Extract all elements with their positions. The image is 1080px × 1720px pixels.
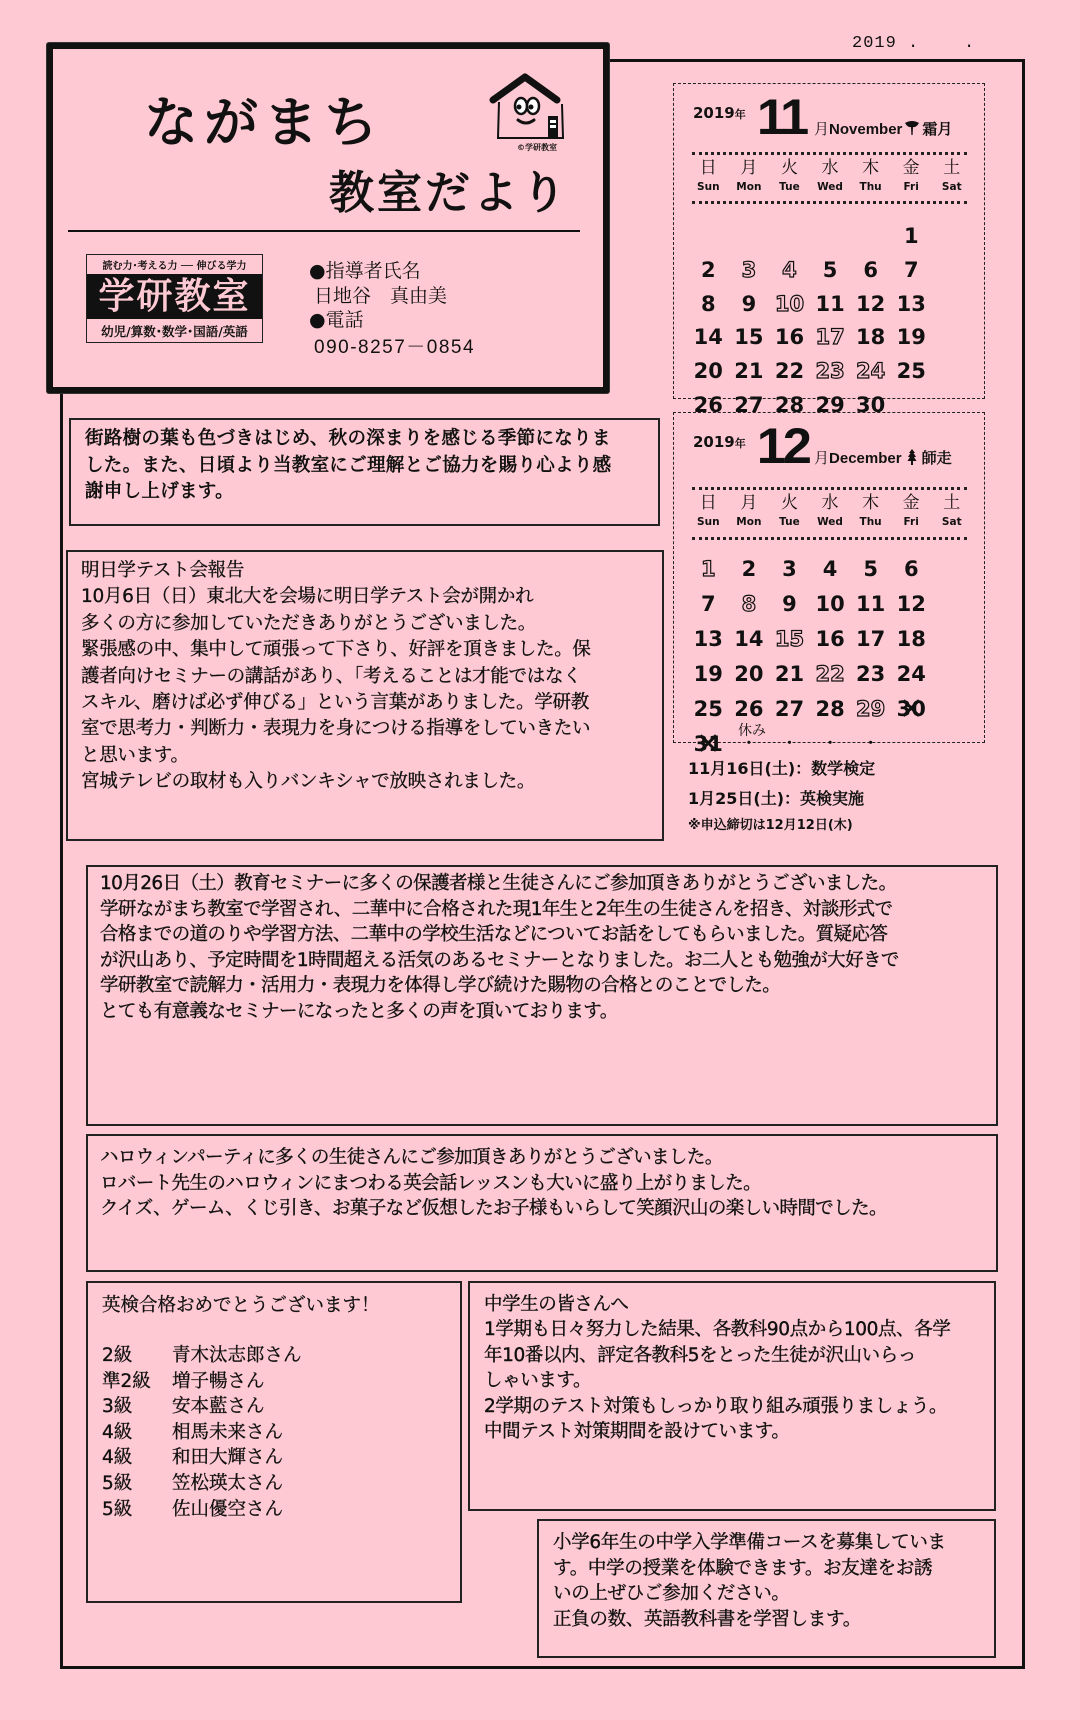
calendar-day: 5: [822, 257, 838, 282]
calendar-day: 27: [774, 697, 805, 721]
junior-high-message-box: [468, 1281, 996, 1511]
grade: 4級: [102, 1447, 133, 1469]
calendar-day: 20: [734, 662, 764, 686]
weekday-en: Thu: [859, 181, 882, 193]
calendar-day: 12: [896, 592, 926, 616]
masthead-divider: [68, 230, 580, 232]
weekday-en: Sat: [941, 181, 962, 193]
calendar-day: 28: [815, 697, 845, 721]
phone-label: ●電話: [309, 309, 364, 331]
weekday-jp: 火: [780, 158, 798, 178]
month-english: November: [829, 121, 903, 138]
calendar-day: 15: [734, 325, 764, 350]
calendar-day: 19: [896, 325, 926, 350]
seminar-report-box: [86, 865, 998, 1126]
calendar-day: 24: [856, 359, 886, 384]
phone-number: 090-8257－0854: [314, 337, 476, 358]
year-suffix: 年: [734, 108, 746, 121]
calendar-day: 5: [863, 557, 878, 581]
calendar-day: 21: [774, 662, 805, 686]
dotted-divider: [692, 152, 967, 155]
newsletter-title: ながまち: [144, 91, 384, 154]
calendar-day: 17: [815, 325, 845, 350]
junior-high-message-text: 中学生の皆さんへ 1学期も日々努力した結果、各教科90点から100点、各学 年10番以内、評定各教科5をとった生徒が沢山いらっ しゃいます。 2学期のテスト対策もしっかり取り組み頑張りましょう。 中間テスト対策期間を設けています。: [484, 1294, 951, 1443]
calendar-day: 29: [815, 392, 845, 417]
calendar-day: 4: [822, 557, 838, 581]
grade: 5級: [102, 1498, 133, 1520]
weekday-en: Thu: [859, 516, 882, 528]
weekday-en: Tue: [779, 516, 800, 528]
calendar-day: 26: [693, 392, 723, 417]
weekday-header-en: [688, 180, 972, 194]
weekday-jp: 土: [943, 158, 961, 178]
eiken-list: [102, 1343, 460, 1522]
student-name: 相馬未来さん: [172, 1421, 284, 1443]
weekday-jp: 木: [862, 158, 880, 178]
weekday-en: Fri: [903, 516, 919, 528]
student-name: 増子暢さん: [172, 1370, 265, 1392]
dotted-divider: [692, 201, 967, 204]
calendar-day: 4: [782, 257, 797, 282]
test-report-box: [66, 550, 664, 841]
calendar-day-empty: [769, 220, 810, 254]
calendar-year: [693, 104, 746, 122]
calendar-day: 3: [741, 257, 757, 282]
weekday-jp: 月: [740, 493, 758, 513]
weekday-en: Sun: [697, 516, 720, 528]
weekday-jp: 水: [821, 158, 839, 178]
weekday-jp: 日: [699, 158, 717, 178]
month-traditional: 師走: [921, 449, 952, 467]
calendar-day: 10: [774, 291, 805, 316]
student-name: 和田大輝さん: [172, 1447, 284, 1469]
month-suffix: 月: [814, 449, 830, 467]
calendar-day: 2: [741, 557, 757, 581]
logo-subjects: 幼児/算数･数学･国語/英語: [101, 324, 248, 339]
grade: 4級: [102, 1421, 133, 1443]
grade: 3級: [102, 1396, 133, 1418]
calendar-day: 8: [741, 592, 757, 616]
grade: 準2級: [102, 1370, 151, 1392]
calendar-day: 14: [734, 627, 764, 651]
calendar-day: 30 ✕: [891, 692, 932, 727]
calendar-day: 20: [693, 359, 723, 384]
month-number: 11: [756, 89, 807, 145]
calendar-day: 25: [896, 359, 926, 384]
list-item: [102, 1394, 460, 1420]
weekday-en: Sun: [697, 181, 720, 193]
logo-name: 学研教室: [87, 274, 262, 319]
month-name: [814, 118, 952, 139]
calendar-day: 10: [815, 592, 845, 616]
list-item: [102, 1420, 460, 1446]
calendar-day: 9: [741, 291, 757, 316]
calendar-day: 6: [863, 257, 878, 282]
test-report-text: 明日学テスト会報告 10月6日（日）東北大を会場に明日学テスト会が開かれ 多くの方に参加していただきありがとうございました。 緊張感の中、集中して頑張って下さり、好評を頂きました。保 護者向けセミナーの講話があり、「考えることは才能ではなく スキル、磨けば必ず伸びる」という言葉がありました。学研教 室で思考力・判断力・表現力を身につける指導をしていきたい と思います。 宮城テレビの取材も入りバンキシャで放映されました。: [81, 560, 591, 793]
calendar-december: [673, 412, 985, 756]
calendar-day: 21: [734, 359, 764, 384]
calendar-days: [688, 220, 972, 423]
calendar-day: 17: [856, 627, 886, 651]
calendar-day-empty: [688, 220, 729, 254]
student-name: 笠松瑛太さん: [172, 1472, 284, 1494]
newsletter-subtitle: 教室だより: [329, 166, 570, 219]
student-name: 青木汰志郎さん: [172, 1345, 302, 1366]
weekday-jp: 月: [740, 158, 758, 178]
weekday-en: Sat: [941, 516, 962, 528]
prep-course-box: [537, 1519, 996, 1658]
weekday-en: Wed: [817, 181, 843, 193]
weekday-jp: 金: [902, 158, 920, 178]
weekday-jp: 金: [902, 493, 920, 513]
calendar-day: 12: [856, 291, 886, 316]
calendar-day: 22: [774, 359, 805, 384]
calendar-day: 8: [700, 291, 716, 316]
weekday-en: Fri: [903, 181, 919, 193]
weekday-en: Tue: [779, 181, 800, 193]
calendar-november: [673, 83, 985, 417]
weekday-en: Mon: [736, 181, 762, 193]
calendar-year: [693, 433, 746, 451]
calendar-day: 13: [693, 627, 723, 651]
calendar-day: 13: [896, 291, 926, 316]
calendar-day: 31 ✕: [688, 727, 729, 762]
calendar-day: 7: [700, 592, 716, 616]
student-name: 佐山優空さん: [172, 1498, 284, 1520]
calendar-day: 14: [693, 325, 723, 350]
weekday-jp: 水: [821, 493, 839, 513]
calendar-day: 3: [782, 557, 797, 581]
instructor-name: 日地谷 真由美: [314, 285, 448, 307]
deadline-note: ※申込締切は12月12日(木): [688, 818, 853, 833]
calendar-day-empty: [810, 220, 851, 254]
calendar-day: 2: [700, 257, 716, 282]
calendar-day: 22: [815, 662, 845, 686]
instructor-label: ●指導者氏名: [309, 260, 421, 282]
calendar-day: 27: [734, 392, 764, 417]
weekday-en: Mon: [736, 516, 762, 528]
calendar-day: 23: [856, 662, 886, 686]
weekday-header-jp: [688, 493, 972, 513]
grade: 2級: [102, 1345, 133, 1366]
calendar-day: 11: [815, 291, 845, 316]
calendar-day: ・: [863, 736, 878, 752]
weekday-jp: 日: [699, 493, 717, 513]
prep-course-text: 小学6年生の中学入学準備コースを募集していま す。中学の授業を体験できます。お友達をお誘 いの上ぜひご参加ください。 正負の数、英語教科書を学習します。: [553, 1532, 946, 1630]
list-item: [102, 1369, 460, 1395]
dotted-divider: [692, 487, 967, 490]
calendar-day: 18: [896, 627, 926, 651]
year-suffix: 年: [734, 437, 746, 450]
calendar-day: 24: [896, 662, 926, 686]
month-name: [814, 447, 952, 468]
calendar-day: 11: [856, 592, 886, 616]
event-note: 11月16日(土)：数学検定: [688, 759, 876, 778]
eiken-congrats-box: [86, 1281, 462, 1603]
calendar-day: 18: [856, 325, 886, 350]
list-item: [102, 1343, 460, 1369]
calendar-day: 30: [856, 392, 886, 417]
weekday-jp: 木: [862, 493, 880, 513]
halloween-report-box: [86, 1134, 998, 1272]
weekday-jp: 火: [780, 493, 798, 513]
calendar-day: ・: [823, 736, 838, 752]
event-note: 1月25日(土)：英検実施: [688, 789, 865, 808]
calendar-day: 19: [693, 662, 723, 686]
weekday-header-jp: [688, 158, 972, 178]
calendar-day: 29: [856, 697, 886, 721]
logo-tagline: 読む力･考える力 ── 伸びる学力: [102, 261, 247, 272]
calendar-day: 28: [774, 392, 805, 417]
month-english: December: [829, 450, 902, 467]
calendar-day-empty: [850, 220, 891, 254]
calendar-day: 7: [903, 257, 919, 282]
grade: 5級: [102, 1472, 133, 1494]
seminar-report-text: 10月26日（土）教育セミナーに多くの保護者様と生徒さんにご参加頂きありがとうございました。 学研ながまち教室で学習され、二華中に合格された現1年生と2年生の生徒さんを招き、対談形式で 合格までの道のりや学習方法、二華中の学校生活などについてお話をしてもらいました。質疑応答 が沢山あり、予定時間を1時間超える活気のあるセミナーとなりました。お二人とも勉強が大好きで 学研教室で読解力・活用力・表現力を体得し学び続けた賜物の合格とのことでした。 とても有意義なセミナーになったと多くの声を頂いております。: [100, 873, 899, 1022]
month-suffix: 月: [814, 120, 830, 138]
calendar-day: 26: [734, 697, 764, 721]
weekday-jp: 土: [943, 493, 961, 513]
calendar-day: 16: [774, 325, 805, 350]
fir-tree-icon: [904, 449, 920, 465]
issue-date: 2019 . .: [852, 34, 976, 53]
calendar-day: 1: [700, 557, 716, 581]
year-number: 2019: [693, 104, 735, 122]
list-item: [102, 1497, 460, 1523]
calendar-day-empty: [729, 220, 770, 254]
weekday-en: Wed: [817, 516, 843, 528]
dotted-divider: [692, 537, 967, 540]
mascot-copyright: ©学研教室: [517, 143, 557, 152]
calendar-day: 1: [903, 224, 919, 248]
calendar-day: ・: [741, 736, 756, 752]
calendar-day: 9: [782, 592, 797, 616]
month-traditional: 霜月: [922, 120, 953, 138]
calendar-day: ・: [782, 736, 797, 752]
calendar-day: 23: [815, 359, 845, 384]
calendar-day: 25: [693, 697, 723, 721]
list-item: [102, 1445, 460, 1471]
eiken-title: 英検合格おめでとうございます！: [102, 1295, 380, 1316]
month-number: 12: [756, 418, 809, 474]
calendar-day: 15: [774, 627, 805, 651]
greeting-box: [69, 418, 660, 526]
halloween-report-text: ハロウィンパーティに多くの生徒さんにご参加頂きありがとうございました。 ロバート先生のハロウィンにまつわる英会話レッスンも大いに盛り上がりました。 クイズ、ゲーム、くじ引き、お菓子など仮想したお子様もいらして笑顔沢山の楽しい時間でした。: [100, 1147, 887, 1219]
weekday-header-en: [688, 515, 972, 529]
ginkgo-leaf-icon: [904, 120, 920, 136]
year-number: 2019: [693, 433, 735, 451]
student-name: 安本藍さん: [172, 1396, 265, 1418]
gakken-logo: [86, 254, 263, 343]
greeting-text: 街路樹の葉も色づきはじめ、秋の深まりを感じる季節になりま した。また、日頃より当教室にご理解とご協力を賜り心より感 謝申し上げます。: [85, 428, 612, 502]
calendar-day: 6: [903, 557, 919, 581]
house-mascot-icon: [489, 72, 573, 144]
closed-label: 休み: [738, 723, 766, 739]
list-item: [102, 1471, 460, 1497]
calendar-day: 16: [815, 627, 845, 651]
